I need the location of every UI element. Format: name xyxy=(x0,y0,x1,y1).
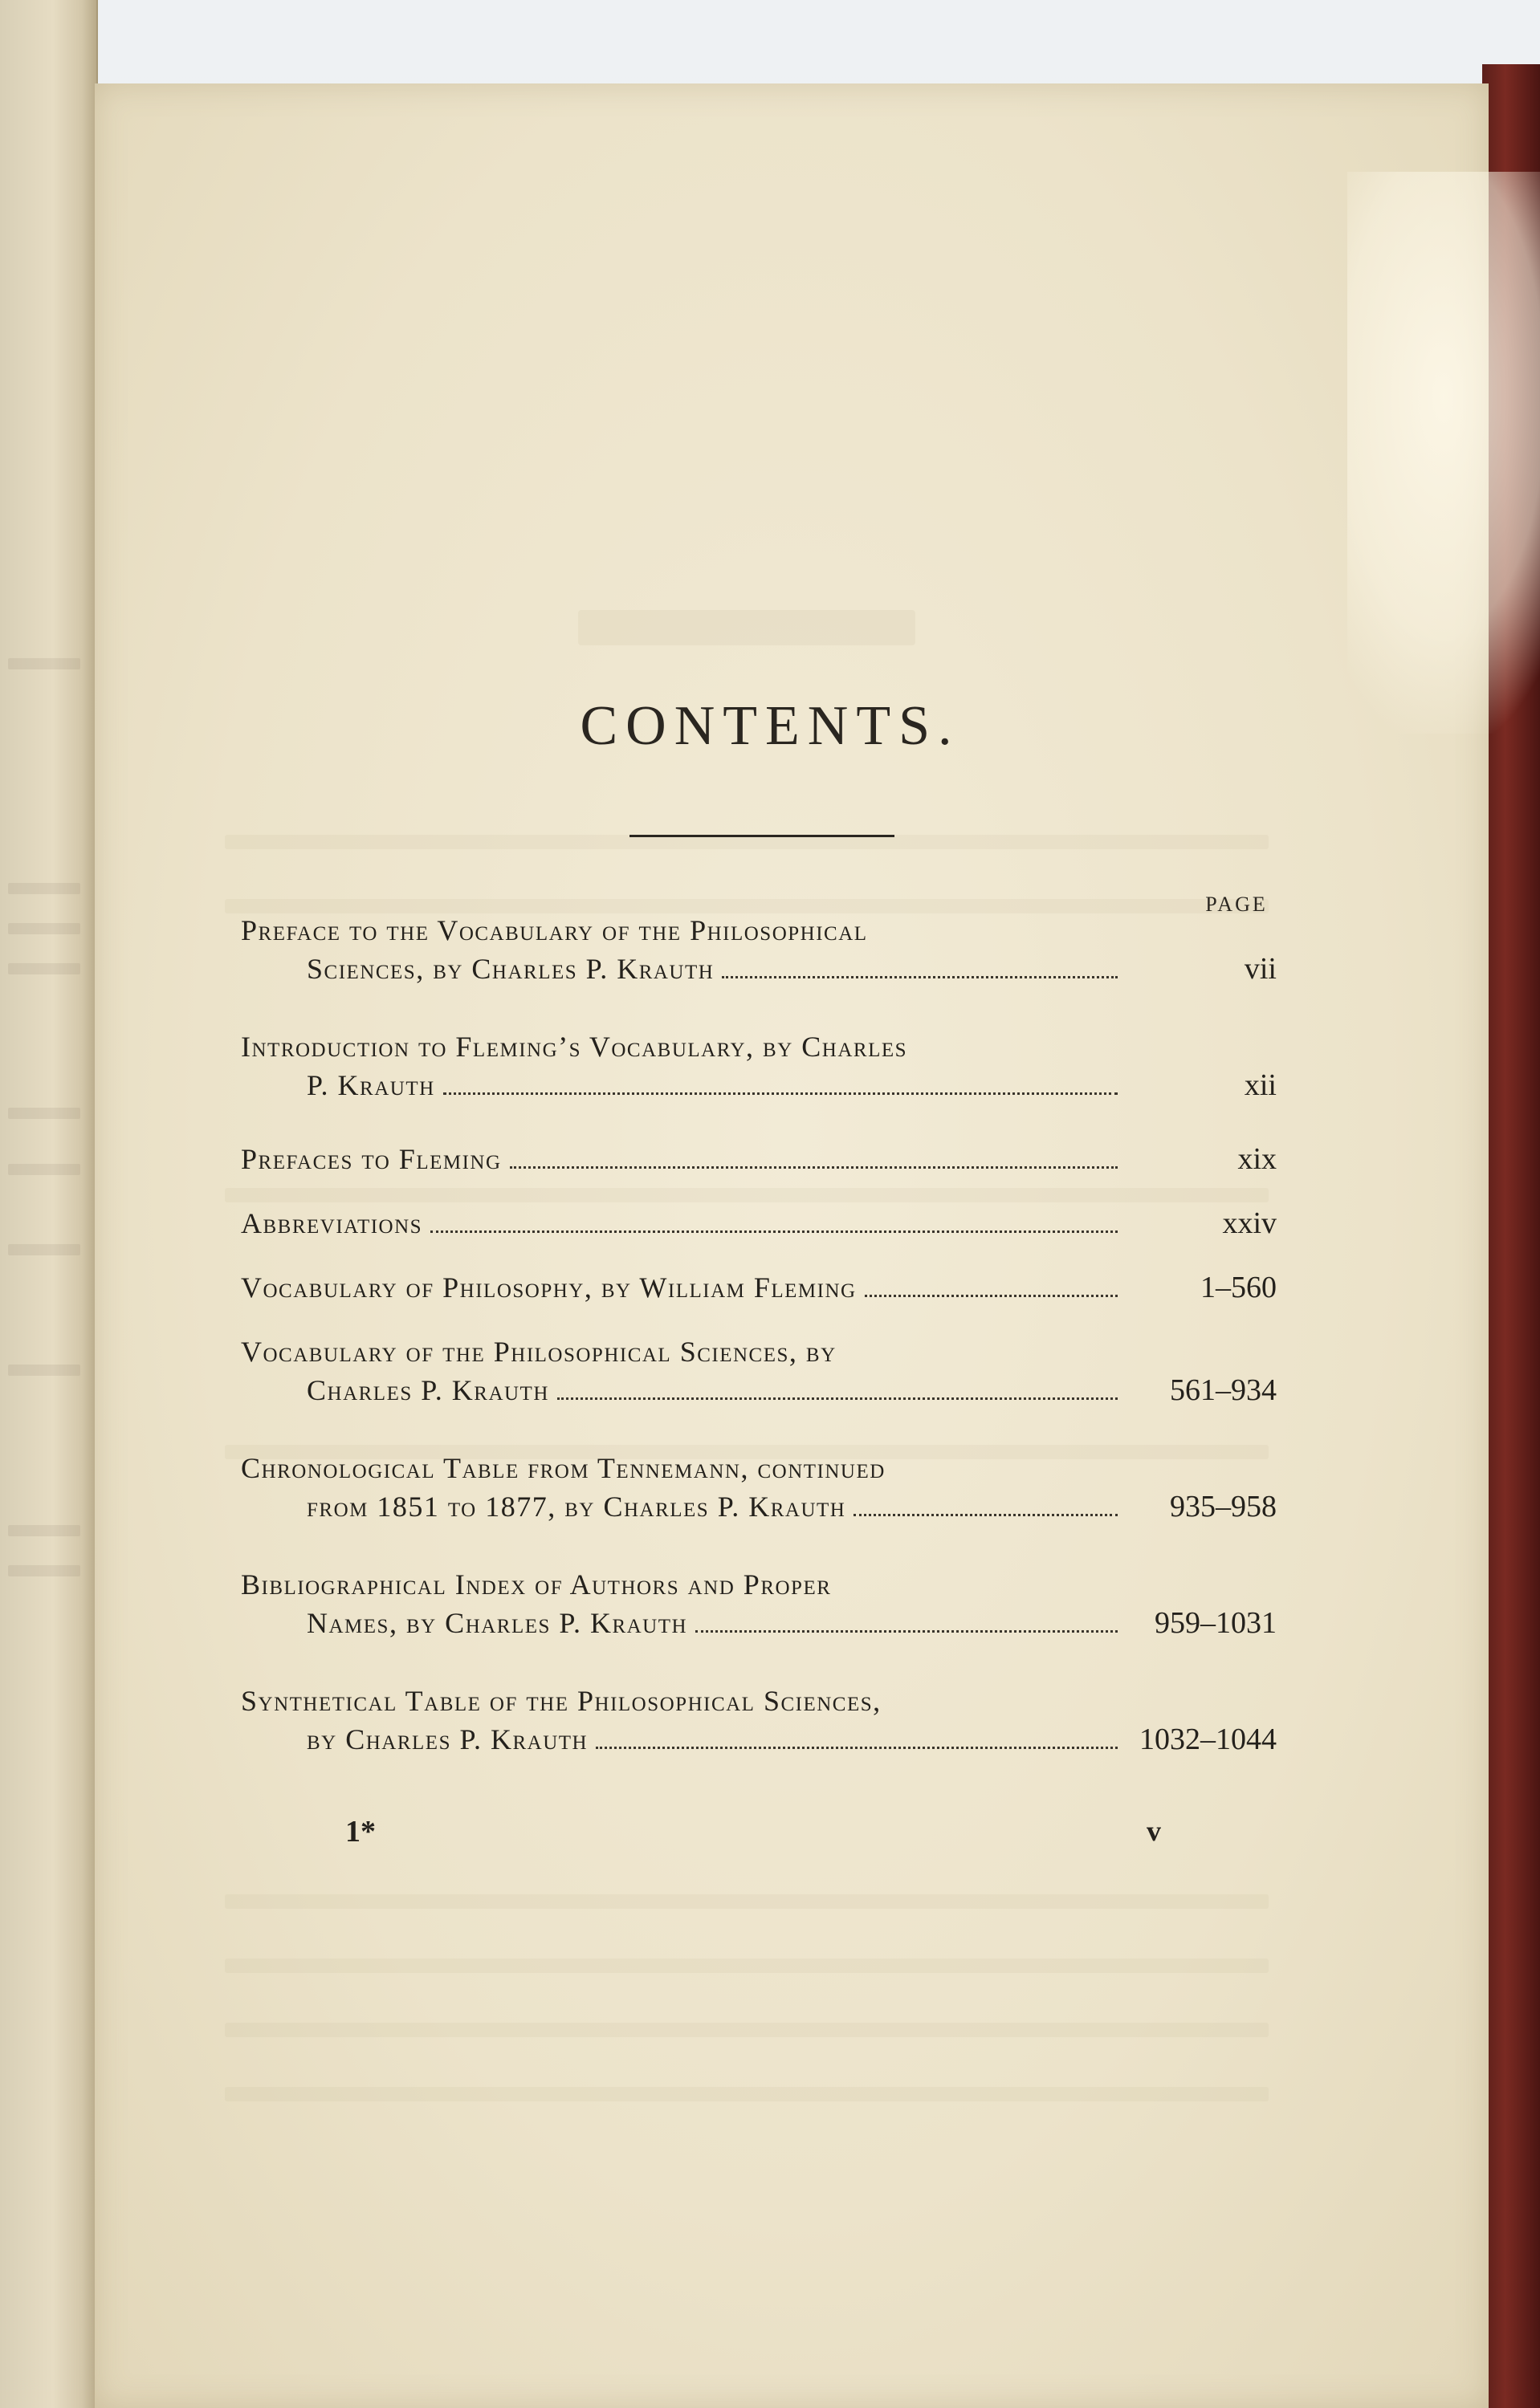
entry-line xyxy=(241,1332,1277,1371)
contents-entry xyxy=(241,1565,1277,1642)
entry-page-number: 1032–1044 xyxy=(1139,1723,1277,1756)
dot-leader xyxy=(722,976,1118,978)
facing-page-edge xyxy=(0,0,98,2408)
page-column-label: PAGE xyxy=(1205,893,1268,916)
contents-heading: CONTENTS. xyxy=(580,695,960,757)
dot-leader xyxy=(854,1514,1118,1516)
entry-title: Bibliographical Index of Authors and Proper xyxy=(241,1568,832,1601)
entry-line xyxy=(241,911,1277,950)
entry-title: Vocabulary of Philosophy, by William Fleming xyxy=(241,1271,857,1304)
show-through-line xyxy=(225,1188,1269,1202)
entry-line xyxy=(241,1140,1277,1178)
book-page xyxy=(95,83,1489,2408)
entry-line xyxy=(241,1682,1277,1720)
signature-mark: 1* xyxy=(345,1815,376,1849)
entry-line xyxy=(241,1268,1277,1307)
contents-entry xyxy=(241,1682,1277,1759)
entry-title: by Charles P. Krauth xyxy=(307,1723,589,1755)
entry-title: Abbreviations xyxy=(241,1207,423,1239)
dot-leader xyxy=(695,1630,1118,1633)
contents-entry xyxy=(241,1140,1277,1178)
entry-title: Introduction to Fleming’s Vocabulary, by Charles xyxy=(241,1031,908,1063)
show-through-line xyxy=(225,2087,1269,2101)
show-through-line xyxy=(225,2023,1269,2037)
dot-leader xyxy=(557,1397,1118,1400)
show-through-heading xyxy=(578,610,915,645)
dot-leader xyxy=(596,1747,1118,1749)
entry-page-number: 561–934 xyxy=(1170,1373,1277,1407)
entry-line xyxy=(241,1371,1277,1409)
entry-line xyxy=(241,1204,1277,1243)
heading-rule xyxy=(629,835,894,837)
show-through-line xyxy=(225,1894,1269,1909)
entry-title: Chronological Table from Tennemann, continued xyxy=(241,1452,886,1484)
entry-line xyxy=(241,950,1277,988)
dot-leader xyxy=(430,1230,1118,1233)
entry-page-number: xix xyxy=(1237,1142,1277,1176)
entry-title: Prefaces to Fleming xyxy=(241,1143,502,1175)
entry-title: Synthetical Table of the Philosophical Sciences, xyxy=(241,1685,882,1717)
dot-leader xyxy=(865,1295,1118,1297)
entry-line xyxy=(241,1487,1277,1526)
page-stain xyxy=(1347,172,1540,734)
entry-page-number: xxiv xyxy=(1222,1206,1277,1240)
entry-line xyxy=(241,1027,1277,1066)
entry-page-number: 935–958 xyxy=(1170,1490,1277,1523)
entry-line xyxy=(241,1604,1277,1642)
dot-leader xyxy=(443,1092,1118,1095)
contents-entry xyxy=(241,1027,1277,1104)
entry-page-number: 1–560 xyxy=(1200,1271,1277,1304)
entry-title: P. Krauth xyxy=(307,1069,435,1101)
entry-line xyxy=(241,1449,1277,1487)
entry-line xyxy=(241,1720,1277,1759)
entry-title: Vocabulary of the Philosophical Sciences, by xyxy=(241,1336,837,1368)
contents-entry xyxy=(241,1332,1277,1409)
entry-title: Names, by Charles P. Krauth xyxy=(307,1607,688,1639)
entry-page-number: vii xyxy=(1244,952,1277,986)
entry-line xyxy=(241,1066,1277,1104)
entry-title: Preface to the Vocabulary of the Philosophical xyxy=(241,914,868,946)
entry-title: Sciences, by Charles P. Krauth xyxy=(307,953,715,985)
contents-entry xyxy=(241,1268,1277,1307)
entry-title: from 1851 to 1877, by Charles P. Krauth xyxy=(307,1491,846,1523)
contents-entry xyxy=(241,1449,1277,1526)
contents-entry xyxy=(241,911,1277,988)
entry-title: Charles P. Krauth xyxy=(307,1374,549,1406)
page-folio: v xyxy=(1147,1815,1161,1847)
contents-entry xyxy=(241,1204,1277,1243)
dot-leader xyxy=(510,1166,1118,1169)
show-through-line xyxy=(225,1959,1269,1973)
entry-page-number: xii xyxy=(1244,1068,1277,1102)
entry-page-number: 959–1031 xyxy=(1155,1606,1277,1640)
entry-line xyxy=(241,1565,1277,1604)
